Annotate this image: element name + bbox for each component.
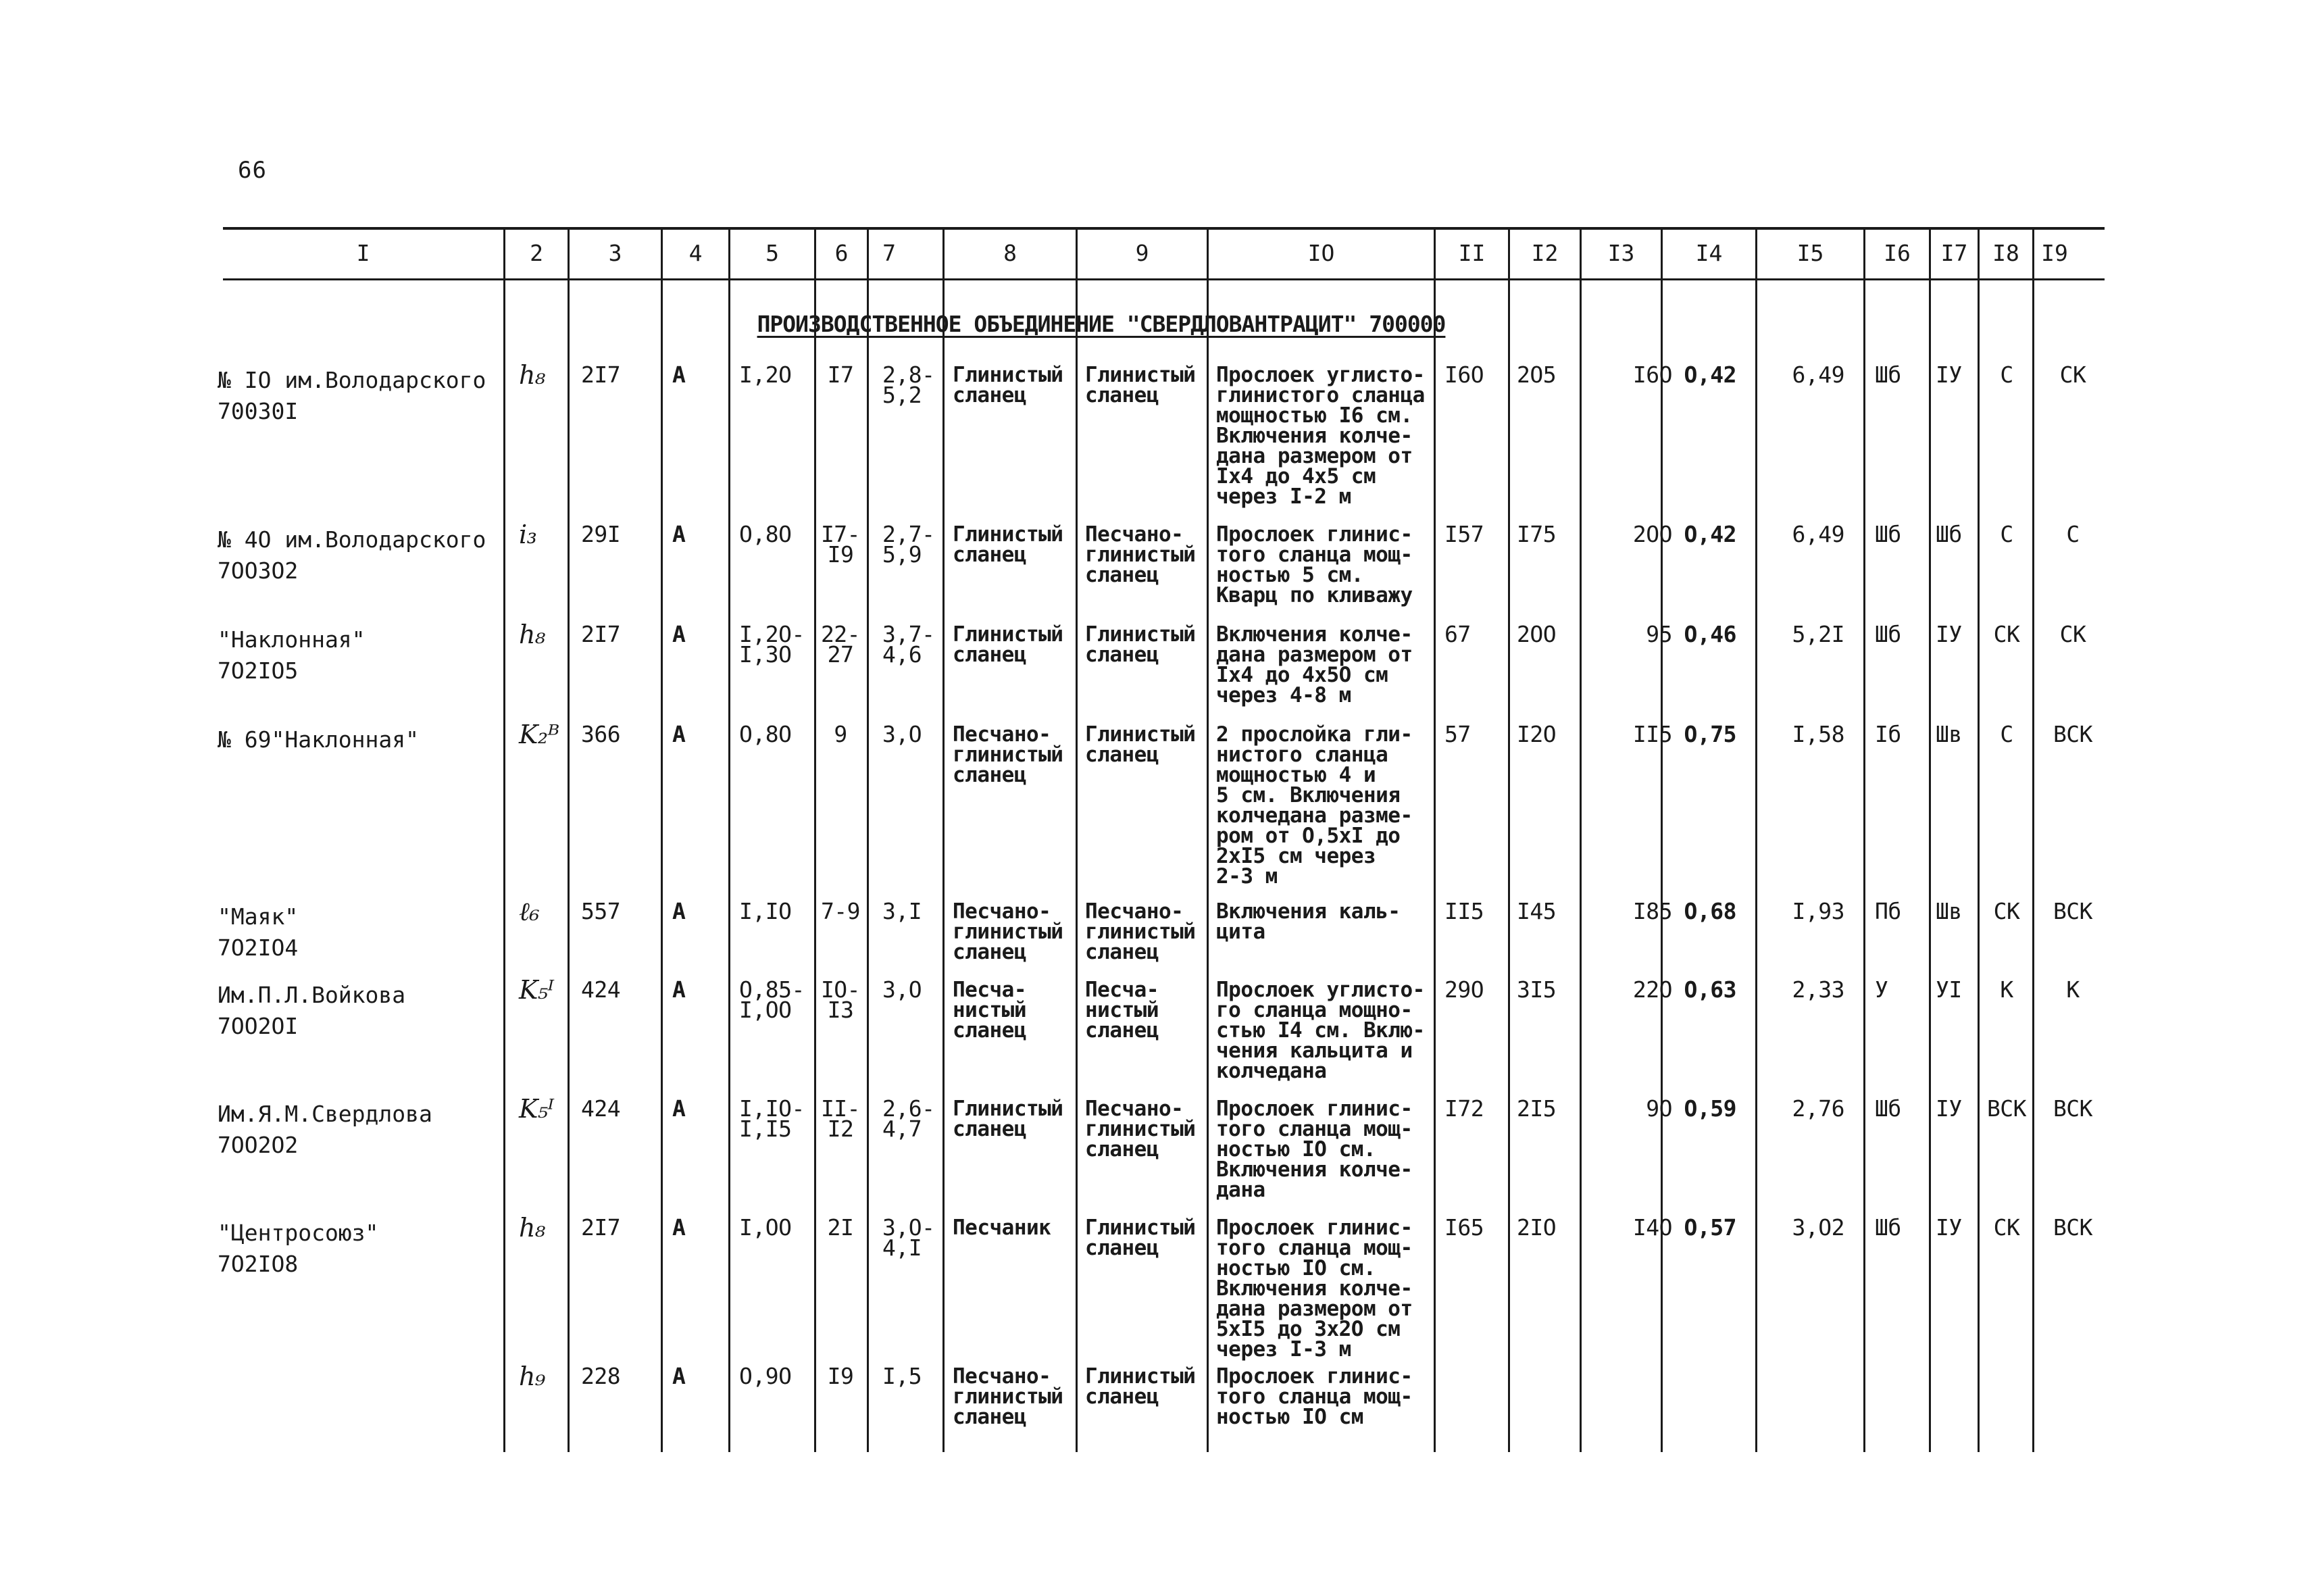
seam-index: i₃ (519, 520, 537, 549)
cell-col11: II5 (1444, 898, 1484, 924)
col-header-8: 8 (1003, 240, 1017, 266)
col-header-9: 9 (1135, 240, 1149, 266)
cell-col19: ВСК (2053, 1214, 2093, 1241)
cell-col15: I,93 (1792, 898, 1844, 924)
cell-notes: Включения колче- дана размером от Iх4 до 4х5O см через 4-8 м (1216, 622, 1413, 707)
cell-col14: O,68 (1684, 898, 1736, 924)
cell-col14: O,46 (1684, 621, 1736, 647)
cell-col16: Шб (1875, 1095, 1901, 1122)
cell-col14: O,59 (1684, 1095, 1736, 1122)
cell-col15: 6,49 (1792, 521, 1844, 547)
cell-roof: Песчаник (953, 1216, 1051, 1240)
column-divider (2032, 280, 2034, 1452)
cell-col14: O,42 (1684, 521, 1736, 547)
cell-roof: Песчано- глинистый сланец (953, 722, 1063, 787)
cell-col16: Iб (1875, 721, 1901, 747)
cell-col4: A (672, 898, 686, 924)
seam-index: h₉ (519, 1362, 545, 1391)
cell-col17: IУ (1936, 1214, 1962, 1241)
column-divider (728, 280, 730, 1452)
cell-col3: 424 (581, 976, 621, 1003)
cell-floor: Глинистый сланец (1085, 722, 1196, 767)
cell-col14: O,63 (1684, 976, 1736, 1003)
cell-col6: 2I (827, 1214, 854, 1241)
cell-col18: ВСК (1986, 1095, 2027, 1122)
column-divider (568, 280, 570, 1452)
column-divider (1580, 280, 1582, 1452)
cell-notes: Включения каль- цита (1216, 899, 1401, 944)
cell-col7: 2,8- 5,2 (882, 361, 935, 408)
cell-col15: 3,O2 (1792, 1214, 1844, 1241)
cell-col4: A (672, 976, 686, 1003)
cell-col17: Шб (1936, 521, 1962, 547)
cell-col13: 22O (1632, 976, 1672, 1003)
cell-col7: I,5 (882, 1363, 922, 1389)
cell-col3: 2I7 (581, 621, 621, 647)
cell-floor: Песча- нистый сланец (1085, 978, 1159, 1043)
cell-col17: IУ (1936, 361, 1962, 388)
column-divider (1076, 280, 1078, 1452)
cell-col15: 6,49 (1792, 361, 1844, 388)
cell-col18: СК (1993, 621, 2020, 647)
cell-col4: A (672, 521, 686, 547)
cell-roof: Песчано- глинистый сланец (953, 1364, 1063, 1429)
cell-col7: 3,I (882, 898, 922, 924)
cell-col15: 5,2I (1792, 621, 1844, 647)
cell-floor: Песчано- глинистый сланец (1085, 522, 1196, 587)
cell-col5: I,OO (739, 1214, 792, 1241)
mine-name: № 69"Наклонная" (218, 726, 420, 753)
cell-col4: A (672, 721, 686, 747)
col-header-10: IO (1307, 240, 1335, 266)
col-header-15: I5 (1796, 240, 1824, 266)
cell-col13: I85 (1632, 898, 1672, 924)
cell-col11: 57 (1444, 721, 1471, 747)
cell-col13: II5 (1632, 721, 1672, 747)
col-header-1: I (356, 240, 370, 266)
cell-col19: ВСК (2053, 898, 2093, 924)
cell-col4: A (672, 1214, 686, 1241)
cell-col15: 2,76 (1792, 1095, 1844, 1122)
cell-col19: К (2066, 976, 2080, 1003)
cell-col11: I72 (1444, 1095, 1484, 1122)
cell-col16: У (1875, 976, 1888, 1003)
cell-notes: Прослоек глинис- того сланца мощ- ностью IO см. Включения колче- дана размером от 5хI5 до 3х2O см через I-3 м (1216, 1216, 1413, 1362)
mine-name: № IO им.Володарского 70030I (218, 367, 486, 424)
cell-floor: Песчано- глинистый сланец (1085, 899, 1196, 964)
col-header-6: 6 (834, 240, 849, 266)
cell-roof: Глинистый сланец (953, 1097, 1063, 1141)
cell-col7: 3,O (882, 976, 922, 1003)
cell-col19: СК (2059, 621, 2086, 647)
col-header-2: 2 (530, 240, 543, 266)
col-header-3: 3 (608, 240, 622, 266)
seam-index: h₈ (519, 1213, 545, 1243)
cell-col16: Пб (1875, 898, 1901, 924)
cell-col17: IУ (1936, 1095, 1962, 1122)
col-header-12: I2 (1531, 240, 1559, 266)
column-divider (1508, 280, 1510, 1452)
cell-col6: I7- I9 (820, 521, 861, 568)
cell-col5: I,2O (739, 361, 792, 388)
cell-col4: A (672, 361, 686, 388)
cell-col18: СК (1993, 898, 2020, 924)
cell-notes: Прослоек глинис- того сланца мощ- ностью IO см (1216, 1364, 1413, 1429)
cell-col4: A (672, 1095, 686, 1122)
cell-col5: O,85- I,OO (739, 976, 805, 1023)
column-divider (1661, 280, 1663, 1452)
cell-notes: Прослоек глинис- того сланца мощ- ностью 5 см. Кварц по кливажу (1216, 522, 1413, 607)
cell-col7: 2,7- 5,9 (882, 521, 935, 568)
column-divider (661, 280, 663, 1452)
cell-notes: Прослоек углисто- го сланца мощно- стью I4 см. Вклю- чения кальцита и колчедана (1216, 978, 1425, 1083)
cell-col5: O,8O (739, 721, 792, 747)
cell-col16: Шб (1875, 621, 1901, 647)
col-header-17: I7 (1940, 240, 1968, 266)
cell-col12: 2OO (1517, 621, 1557, 647)
mine-name: "Маяк" 7O2IO4 (218, 903, 299, 961)
column-divider (1207, 280, 1209, 1452)
cell-col6: IO- I3 (820, 976, 861, 1023)
cell-col15: I,58 (1792, 721, 1844, 747)
cell-floor: Глинистый сланец (1085, 622, 1196, 667)
cell-col15: 2,33 (1792, 976, 1844, 1003)
seam-index: K₅ᴵ (519, 1094, 554, 1124)
mine-name: Им.Я.М.Свердлова 7OO2O2 (218, 1101, 432, 1158)
column-divider (942, 280, 945, 1452)
cell-col19: ВСК (2053, 721, 2093, 747)
col-header-14: I4 (1695, 240, 1723, 266)
cell-floor: Глинистый сланец (1085, 1364, 1196, 1409)
cell-col3: 557 (581, 898, 621, 924)
cell-floor: Глинистый сланец (1085, 1216, 1196, 1260)
mine-name: Им.П.Л.Войкова 7OO2OI (218, 982, 406, 1039)
cell-col11: I65 (1444, 1214, 1484, 1241)
seam-index: ℓ₆ (519, 897, 540, 926)
cell-col7: 3,O- 4,I (882, 1214, 935, 1261)
mine-name: "Центросоюз" 7O2IO8 (218, 1220, 379, 1277)
cell-col12: 3I5 (1517, 976, 1557, 1003)
cell-floor: Песчано- глинистый сланец (1085, 1097, 1196, 1162)
cell-col13: I4O (1632, 1214, 1672, 1241)
cell-col16: Шб (1875, 521, 1901, 547)
col-header-7: 7 (882, 240, 896, 266)
cell-col16: Шб (1875, 1214, 1901, 1241)
cell-col12: 2IO (1517, 1214, 1557, 1241)
seam-index: K₅ᴵ (519, 975, 554, 1005)
cell-col17: Шв (1936, 721, 1962, 747)
mine-name: "Наклонная" 7O2IO5 (218, 626, 366, 684)
column-divider (814, 280, 816, 1452)
cell-col19: СК (2059, 361, 2086, 388)
cell-col6: 7-9 (820, 898, 861, 924)
cell-col11: I6O (1444, 361, 1484, 388)
cell-col13: I6O (1632, 361, 1672, 388)
col-header-5: 5 (765, 240, 779, 266)
cell-notes: Прослоек глинис- того сланца мощ- ностью IO см. Включения колче- дана (1216, 1097, 1413, 1202)
col-header-16: I6 (1884, 240, 1911, 266)
cell-col6: 9 (834, 721, 847, 747)
cell-col3: 424 (581, 1095, 621, 1122)
cell-roof: Глинистый сланец (953, 363, 1063, 407)
cell-col19: С (2066, 521, 2080, 547)
cell-col5: I,IO- I,I5 (739, 1095, 805, 1142)
cell-col6: 22- 27 (820, 621, 861, 668)
cell-col6: I7 (827, 361, 854, 388)
cell-col12: I45 (1517, 898, 1557, 924)
column-divider (503, 280, 505, 1452)
seam-index: K₂ᴮ (519, 720, 559, 749)
cell-col12: 2I5 (1517, 1095, 1557, 1122)
cell-col14: O,42 (1684, 361, 1736, 388)
cell-roof: Песча- нистый сланец (953, 978, 1026, 1043)
cell-col5: O,9O (739, 1363, 792, 1389)
seam-index: h₈ (519, 360, 545, 390)
cell-col16: Шб (1875, 361, 1901, 388)
cell-col13: 2OO (1632, 521, 1672, 547)
cell-col4: A (672, 621, 686, 647)
column-divider (867, 280, 869, 1452)
cell-col12: I75 (1517, 521, 1557, 547)
cell-col4: A (672, 1363, 686, 1389)
cell-col17: IУ (1936, 621, 1962, 647)
cell-col5: O,8O (739, 521, 792, 547)
cell-col14: O,57 (1684, 1214, 1736, 1241)
cell-col6: II- I2 (820, 1095, 861, 1142)
column-divider (1863, 280, 1865, 1452)
section-title: ПРОИЗВОДСТВЕННОЕ ОБЪЕДИНЕНИЕ "СВЕРДЛОВАНТРАЦИТ" 700000 (757, 311, 1446, 337)
column-divider (1978, 280, 1980, 1452)
cell-notes: Прослоек углисто- глинистого сланца мощностью I6 см. Включения колче- дана размером от Iх4 до 4х5 см через I-2 м (1216, 363, 1425, 509)
cell-col12: 2O5 (1517, 361, 1557, 388)
col-header-13: I3 (1607, 240, 1635, 266)
col-header-19: I9 (2041, 240, 2068, 266)
cell-col6: I9 (827, 1363, 854, 1389)
cell-roof: Глинистый сланец (953, 622, 1063, 667)
cell-col19: ВСК (2053, 1095, 2093, 1122)
cell-roof: Глинистый сланец (953, 522, 1063, 567)
cell-col18: С (2000, 361, 2013, 388)
cell-roof: Песчано- глинистый сланец (953, 899, 1063, 964)
cell-col3: 2I7 (581, 1214, 621, 1241)
cell-col5: I,IO (739, 898, 792, 924)
cell-col11: I57 (1444, 521, 1484, 547)
cell-col7: 2,6- 4,7 (882, 1095, 935, 1142)
col-header-18: I8 (1992, 240, 2019, 266)
cell-col3: 2I7 (581, 361, 621, 388)
cell-floor: Глинистый сланец (1085, 363, 1196, 407)
cell-col13: 95 (1646, 621, 1672, 647)
cell-col18: С (2000, 521, 2013, 547)
cell-col3: 29I (581, 521, 621, 547)
cell-col14: O,75 (1684, 721, 1736, 747)
cell-col3: 366 (581, 721, 621, 747)
cell-col5: I,2O- I,3O (739, 621, 805, 668)
cell-col13: 9O (1646, 1095, 1672, 1122)
cell-col11: 29O (1444, 976, 1484, 1003)
cell-col18: К (2000, 976, 2013, 1003)
column-divider (1755, 280, 1757, 1452)
cell-col11: 67 (1444, 621, 1471, 647)
cell-col17: Шв (1936, 898, 1962, 924)
cell-col18: С (2000, 721, 2013, 747)
mine-name: № 4O им.Володарского 7OO3O2 (218, 526, 486, 584)
cell-col17: УI (1936, 976, 1962, 1003)
cell-col12: I2O (1517, 721, 1557, 747)
cell-col3: 228 (581, 1363, 621, 1389)
seam-index: h₈ (519, 620, 545, 649)
cell-col7: 3,O (882, 721, 922, 747)
col-header-4: 4 (688, 240, 703, 266)
col-header-11: II (1458, 240, 1486, 266)
cell-col18: СК (1993, 1214, 2020, 1241)
page-number: 66 (238, 157, 267, 184)
cell-col7: 3,7- 4,6 (882, 621, 935, 668)
cell-notes: 2 прослойка гли- нистого сланца мощностью 4 и 5 см. Включения колчедана разме- ром от O,5хI до 2хI5 см через 2-3 м (1216, 722, 1413, 889)
column-divider (1929, 280, 1931, 1452)
